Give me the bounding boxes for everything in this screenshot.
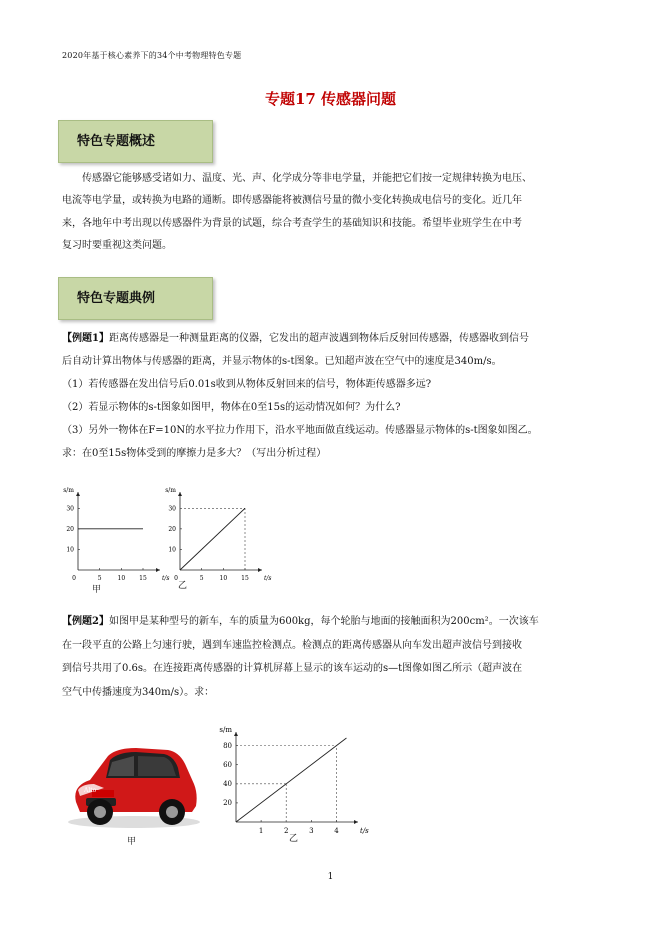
x-axis-label: t/s [264,575,272,582]
y-axis-arrow [234,732,238,736]
x-tick-label: 10 [219,575,228,582]
y-tick-label: 20 [223,799,232,808]
y-tick-label: 20 [168,525,176,533]
x-axis-arrow [354,820,358,824]
y-tick-label: 30 [66,505,74,513]
chart-example2 [214,726,369,845]
chart-example1-a [58,487,170,600]
section-banner-overview: 特色专题概述 [58,120,213,163]
y-axis-label: s/m [165,487,176,494]
x-axis-label: t/s [162,575,170,582]
example1-line2: 后自动计算出物体与传感器的距离，并显示物体的s-t图象。已知超声波在空气中的速度是340m/s。 [62,356,502,367]
overview-para-1: 传感器它能够感受诸如力、温度、光、声、化学成分等非电学量，并能把它们按一定规律转换为电压、 [82,173,532,184]
x-tick-label: 0 [174,575,178,582]
series-line [180,508,245,570]
x-axis-label: t/s [360,827,369,835]
example1-q1: （1）若传感器在发出信号后0.01s收到从物体反射回来的信号，物体距传感器多远? [62,379,432,390]
x-tick-label: 15 [139,575,147,582]
overview-para-4: 复习时要重视这类问题。 [62,240,172,251]
overview-para-2: 电流等电学量，或转换为电路的通断。即传感器能将被测信号量的微小变化转换成电信号的变化。近几年 [62,195,522,206]
chart-example1-a-caption: 甲 [92,585,102,595]
example2-line1: 【例题2】如图甲是某种型号的新车，车的质量为600kg，每个轮胎与地面的接触面积为200cm²。一次该车 [62,616,539,627]
car-badge: Alto [84,787,97,794]
y-axis-arrow [76,492,80,496]
y-axis-arrow [178,492,182,496]
chart-example1-b-caption: 乙 [178,581,188,591]
car-illustration [64,740,204,830]
example2-line4: 空气中传播速度为340m/s）。求： [62,687,215,698]
y-tick-label: 30 [168,505,176,513]
example1-q2: （2）若显示物体的s-t图象如图甲，物体在0至15s的运动情况如何？为什么? [62,402,401,413]
page-number: 1 [327,872,334,882]
running-header: 2020年基于核心素养下的34个中考物理特色专题 [62,51,242,60]
section-banner-examples: 特色专题典例 [58,277,213,320]
x-tick-label: 15 [241,575,249,582]
y-tick-label: 60 [223,761,232,770]
x-tick-label: 5 [97,575,102,582]
example2-line3: 到信号共用了0.6s。在连接距离传感器的计算机屏幕上显示的该车运动的s—t图像如图乙所示（超声波在 [62,663,523,674]
x-tick-label: 2 [283,827,289,835]
y-tick-label: 40 [223,780,232,789]
y-axis-label: s/m [63,487,74,494]
x-tick-label: 1 [258,827,264,835]
y-tick-label: 80 [223,741,232,750]
x-tick-label: 3 [309,827,314,835]
series-line [236,738,346,822]
x-axis-arrow [258,568,262,572]
overview-para-3: 来，各地年中考出现以传感器件为背景的试题，综合考查学生的基础知识和技能。希望毕业班学生在中考 [62,218,522,229]
example2-line2: 在一段平直的公路上匀速行驶，遇到车速监控检测点。检测点的距离传感器从向车发出超声波信号到接收 [62,640,522,651]
page-title: 专题17 传感器问题 [264,90,397,108]
x-tick-label: 10 [117,575,126,582]
y-tick-label: 10 [168,546,176,554]
y-axis-label: s/m [219,726,232,734]
x-tick-label: 0 [72,575,76,582]
example1-q3-line1: （3）另外一物体在F=10N的水平拉力作用下，沿水平地面做直线运动。传感器显示物体的s-t图象如图乙。 [62,425,538,436]
chart-example2-caption: 乙 [289,834,299,844]
y-tick-label: 20 [66,525,74,533]
x-tick-label: 5 [199,575,204,582]
example1-q3-line2: 求：在0至15s物体受到的摩擦力是多大？（写出分析过程） [62,448,327,459]
x-tick-label: 4 [334,827,339,835]
chart-example1-b [160,487,272,600]
example1-line1: 【例题1】距离传感器是一种测量距离的仪器，它发出的超声波遇到物体后反射回传感器，传感器收到信号 [62,333,529,344]
y-tick-label: 10 [66,546,74,554]
car-caption: 甲 [127,837,137,847]
